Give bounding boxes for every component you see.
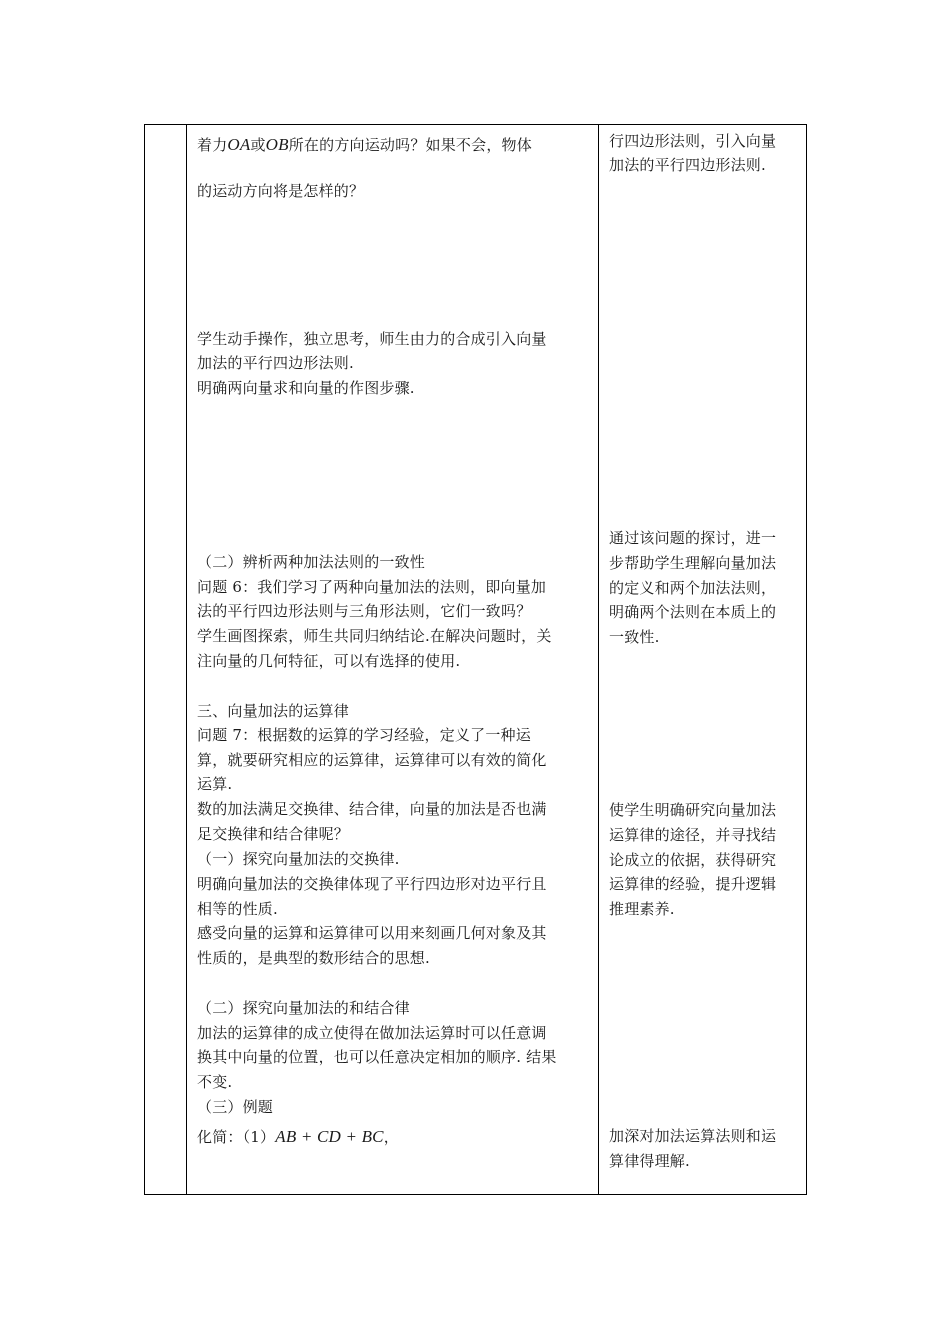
text-line: 相等的性质. [197, 900, 278, 918]
text-line: 感受向量的运算和运算律可以用来刻画几何对象及其 [197, 924, 547, 942]
note-line: 运算律的途径，并寻找结 [609, 826, 777, 844]
text-line: 加法的运算律的成立使得在做加法运算时可以任意调 [197, 1024, 547, 1042]
note-line: 通过该问题的探讨，进一 [609, 529, 777, 547]
note-line: 行四边形法则，引入向量 [609, 132, 777, 150]
note-line: 运算律的经验，提升逻辑 [609, 875, 777, 893]
example-expression: AB + CD + BC [275, 1127, 384, 1146]
note-line: 论成立的依据，获得研究 [609, 851, 777, 869]
vector-ob: OB [265, 135, 289, 154]
text-line: 着力OA或OB所在的方向运动吗？如果不会，物体 [197, 135, 532, 154]
text-line: 性质的，是典型的数形结合的思想. [197, 949, 430, 967]
vector-oa: OA [227, 135, 251, 154]
note-line: 加法的平行四边形法则. [609, 156, 766, 174]
column-divider-left [186, 125, 187, 1194]
section-heading: （一）探究向量加法的交换律. [197, 850, 400, 868]
column-divider-right [598, 125, 599, 1194]
lesson-table [144, 124, 807, 1195]
note-line: 加深对加法运算法则和运 [609, 1127, 777, 1145]
example-line: 化简：（1）AB + CD + BC， [197, 1127, 399, 1146]
text-line: 问题 7：根据数的运算的学习经验，定义了一种运 [197, 726, 531, 744]
text-line: 法的平行四边形法则与三角形法则，它们一致吗？ [197, 602, 532, 620]
text-line: 的运动方向将是怎样的？ [197, 182, 365, 200]
note-line: 明确两个法则在本质上的 [609, 603, 777, 621]
text-line: 算，就要研究相应的运算律，运算律可以有效的简化 [197, 751, 547, 769]
note-line: 算律得理解. [609, 1152, 690, 1170]
note-line: 使学生明确研究向量加法 [609, 801, 777, 819]
text-line: 学生动手操作，独立思考，师生由力的合成引入向量 [197, 330, 547, 348]
text-line: 足交换律和结合律呢？ [197, 825, 350, 843]
text-line: 明确两向量求和向量的作图步骤. [197, 379, 415, 397]
text-line: 数的加法满足交换律、结合律，向量的加法是否也满 [197, 800, 547, 818]
text-line: 学生画图探索，师生共同归纳结论.在解决问题时，关 [197, 627, 552, 645]
text-line: 不变. [197, 1073, 233, 1091]
text-line: 加法的平行四边形法则. [197, 354, 354, 372]
note-line: 推理素养. [609, 900, 675, 918]
note-line: 一致性. [609, 628, 660, 646]
section-heading: （二）探究向量加法的和结合律 [197, 999, 410, 1017]
text-line: 注向量的几何特征，可以有选择的使用. [197, 652, 461, 670]
note-line: 的定义和两个加法法则， [609, 579, 777, 597]
section-heading: 三、向量加法的运算律 [197, 702, 350, 720]
section-heading: （二）辨析两种加法法则的一致性 [197, 553, 426, 571]
text-line: 问题 6：我们学习了两种向量加法的法则，即向量加 [197, 578, 547, 596]
section-heading: （三）例题 [197, 1098, 274, 1116]
note-line: 步帮助学生理解向量加法 [609, 554, 777, 572]
text-line: 明确向量加法的交换律体现了平行四边形对边平行且 [197, 875, 547, 893]
text-line: 运算. [197, 775, 233, 793]
text-line: 换其中向量的位置，也可以任意决定相加的顺序. 结果 [197, 1048, 557, 1066]
